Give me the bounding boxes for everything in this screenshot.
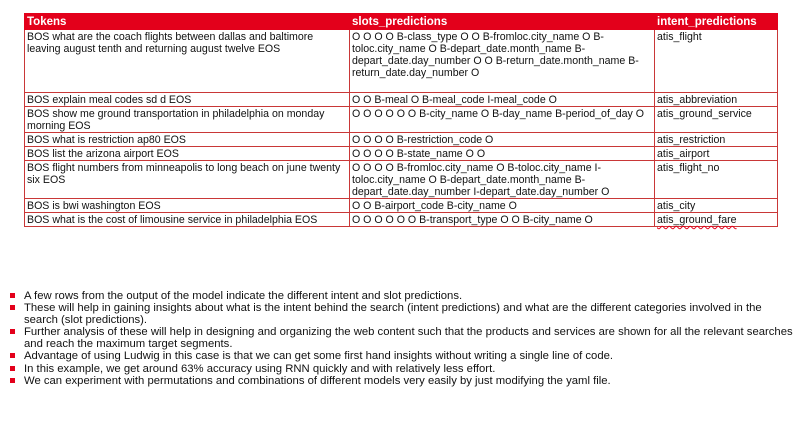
bullet-item	[8, 375, 798, 387]
table-row	[25, 30, 778, 93]
intent-cell: atis_abbreviation	[655, 93, 778, 107]
slots-cell: O O B-meal O B-meal_code I-meal_code O	[350, 93, 655, 107]
table-row	[25, 133, 778, 147]
header-slots-predictions: slots_predictions	[350, 14, 655, 30]
slots-cell: O O O O O O B-transport_type O O B-city_name O	[350, 213, 655, 227]
bullet-marker-icon	[10, 305, 15, 310]
bullet-marker-icon	[10, 366, 15, 371]
table-row	[25, 147, 778, 161]
intent-cell: atis_flight_no	[655, 161, 778, 199]
bullet-marker-icon	[10, 353, 15, 358]
bullet-item	[8, 302, 798, 326]
predictions-table	[24, 13, 778, 227]
bullet-text: Advantage of using Ludwig in this case is that we can get some first hand insights without writing a single line of code.	[24, 350, 614, 363]
tokens-cell: BOS is bwi washington EOS	[25, 199, 350, 213]
intent-cell: atis_city	[655, 199, 778, 213]
bullet-marker-icon	[10, 293, 15, 298]
slots-cell: O O O O B-class_type O O B-fromloc.city_name O B-toloc.city_name O B-depart_date.month_name B-depart_date.day_number O O B-return_date.month_name B-return_date.day_number O	[350, 30, 655, 93]
bullet-item	[8, 326, 798, 350]
tokens-cell: BOS what is the cost of limousine service in philadelphia EOS	[25, 213, 350, 227]
tokens-cell: BOS list the arizona airport EOS	[25, 147, 350, 161]
bullet-text: A few rows from the output of the model indicate the different intent and slot predictions.	[24, 290, 463, 302]
table-row	[25, 107, 778, 133]
table-row	[25, 93, 778, 107]
slots-cell: O O B-airport_code B-city_name O	[350, 199, 655, 213]
bullet-item	[8, 350, 798, 362]
tokens-cell: BOS flight numbers from minneapolis to long beach on june twenty six EOS	[25, 161, 350, 199]
bullet-marker-icon	[10, 378, 15, 383]
tokens-cell: BOS explain meal codes sd d EOS	[25, 93, 350, 107]
intent-cell: atis_airport	[655, 147, 778, 161]
bullet-item	[8, 363, 798, 375]
intent-cell: atis_flight	[655, 30, 778, 93]
header-intent-predictions: intent_predictions	[655, 14, 778, 30]
bullet-item	[8, 290, 798, 302]
slots-cell: O O O O B-restriction_code O	[350, 133, 655, 147]
header-tokens: Tokens	[25, 14, 350, 30]
table-row	[25, 213, 778, 227]
intent-cell	[655, 213, 778, 227]
slots-cell: O O O O B-state_name O O	[350, 147, 655, 161]
table-header-row	[25, 14, 778, 30]
slots-cell: O O O O B-fromloc.city_name O B-toloc.city_name I-toloc.city_name O B-depart_date.month_name B-depart_date.day_number I-depart_date.day_number O	[350, 161, 655, 199]
bullet-text: Further analysis of these will help in designing and organizing the web content such that the products and services are shown for all the relevant searches and reach the maximum target segments.	[24, 326, 793, 351]
table-row	[25, 161, 778, 199]
intent-cell: atis_restriction	[655, 133, 778, 147]
bullet-text: These will help in gaining insights about what is the intent behind the search (intent predictions) and what are the different categories involved in the search (slot predictions).	[24, 302, 762, 327]
bullet-text: We can experiment with permutations and combinations of different models very easily by just modifying the yaml file.	[24, 374, 611, 387]
slots-cell: O O O O O O B-city_name O B-day_name B-period_of_day O	[350, 107, 655, 133]
tokens-cell: BOS what is restriction ap80 EOS	[25, 133, 350, 147]
bullet-marker-icon	[10, 329, 15, 334]
bullet-text: In this example, we get around 63% accuracy using RNN quickly and with relatively less effort.	[24, 362, 496, 375]
tokens-cell: BOS show me ground transportation in philadelphia on monday morning EOS	[25, 107, 350, 133]
bullet-list	[8, 290, 798, 387]
table-row	[25, 199, 778, 213]
intent-text: atis_ground_fare	[657, 214, 737, 226]
intent-cell: atis_ground_service	[655, 107, 778, 133]
tokens-cell: BOS what are the coach flights between dallas and baltimore leaving august tenth and returning august twelve EOS	[25, 30, 350, 93]
